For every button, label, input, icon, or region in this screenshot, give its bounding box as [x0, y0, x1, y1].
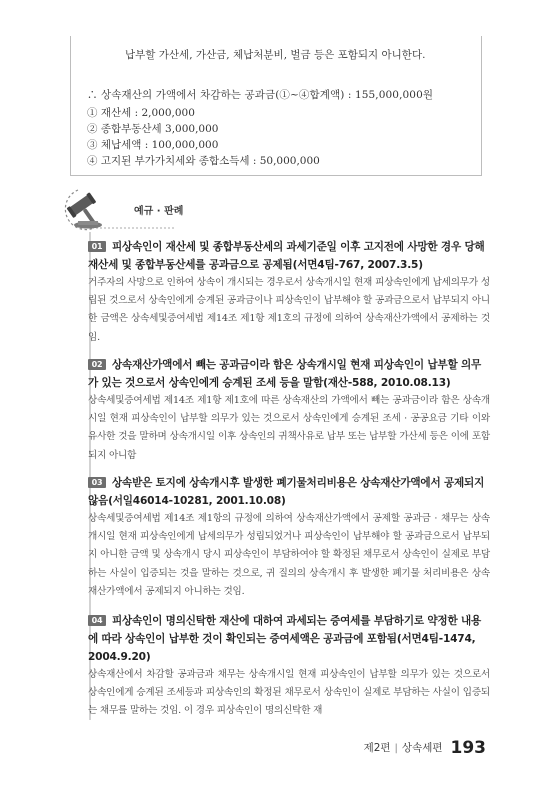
example-box — [70, 36, 482, 176]
ruling-title-3 — [88, 474, 490, 510]
box-item-4: ④ 고지된 부가가치세와 종합소득세 : 50,000,000 — [87, 155, 320, 167]
ruling-title-2 — [88, 356, 490, 392]
ruling-title-text: 피상속인이 명의신탁한 재산에 대하여 과세되는 증여세를 부담하기로 약정한 내용에 따라 상속인이 납부한 것이 확인되는 증여세액은 공과금에 포함됨(서면4팀-1474, 2004.9.20) — [88, 615, 482, 663]
ruling-title-text: 상속재산가액에서 빼는 공과금이라 함은 상속개시일 현재 피상속인이 납부할 의무가 있는 것으로서 상속인에게 승계된 조세 등을 말함(재산-588, 2010.08.13) — [88, 359, 482, 389]
page-footer — [364, 738, 486, 758]
ruling-body-3: 상속세및증여세법 제14조 제1항의 규정에 의하여 상속재산가액에서 공제할 공과금 · 채무는 상속개시일 현재 피상속인에게 납세의무가 성립되었거나 피상속인이 납부해야 할 공과금으로서 납부되지 아니한 금액 및 상속개시 당시 피상속인이 부담하여야 할 확정된 채무로서 상속인이 실제로 부담하는 사실이 입증되는 것을 말하는 것으로, 귀 질의의 상속개시 후 발생한 폐기물 처리비용은 상속재산가액에서 공제되지 아니하는 것임. — [88, 513, 490, 597]
ruling-body-2: 상속세및증여세법 제14조 제1항 제1호에 따른 상속재산의 가액에서 빼는 공과금이라 함은 상속개시일 현재 피상속인이 납부할 의무가 있는 것으로서 상속인에게 승계된 조세 · 공공요금 기타 이와 유사한 것을 말하며 상속개시일 이후 상속인의 귀책사유로 납부 또는 납부할 가산세 등은 이에 포함되지 아니함 — [88, 395, 490, 461]
ruling-title-4 — [88, 612, 490, 666]
ruling-title-text: 피상속인이 재산세 및 종합부동산세의 과세기준일 이후 고지전에 사망한 경우 당해 재산세 및 종합부동산세를 공과금으로 공제됨(서면4팀-767, 2007.3.5) — [88, 241, 485, 271]
ruling-number-badge: 03 — [88, 477, 106, 488]
ruling-number-badge: 04 — [88, 615, 106, 626]
ruling-number-badge: 01 — [88, 241, 106, 252]
ruling-entry-2 — [88, 356, 490, 465]
footer-separator: | — [394, 743, 398, 754]
ruling-title-text: 상속받은 토지에 상속개시후 발생한 폐기물처리비용은 상속재산가액에서 공제되지 않음(서일46014-10281, 2001.10.08) — [88, 477, 485, 507]
ruling-body-4: 상속재산에서 차감할 공과금과 채무는 상속개시일 현재 피상속인이 납부할 의무가 있는 것으로서 상속인에게 승계된 조세등과 피상속인의 확정된 채무로서 상속인이 실제로 부담하는 사실이 입증되는 채무를 말하는 것임. 이 경우 피상속인이 명의신탁한 재 — [88, 669, 490, 717]
section-tag-label: 예규 · 판례 — [134, 206, 184, 217]
ruling-entry-4 — [88, 612, 490, 721]
footer-section: 상속세편 — [401, 742, 443, 754]
ruling-entry-1 — [88, 238, 490, 347]
ruling-number-badge: 02 — [88, 359, 106, 370]
box-item-3: ③ 체납세액 : 100,000,000 — [87, 139, 219, 151]
page-number: 193 — [450, 738, 486, 758]
box-item-1: ① 재산세 : 2,000,000 — [87, 107, 195, 119]
ruling-title-1 — [88, 238, 490, 274]
ruling-body-1: 거주자의 사망으로 인하여 상속이 개시되는 경우로서 상속개시일 현재 피상속인에게 납세의무가 성립된 것으로서 상속인에게 승계된 공과금이나 피상속인이 납부해야 할 공과금으로서 납부되지 아니한 금액은 상속세및증여세법 제14조 제1항 제1호의 규정에 의하여 상속재산가액에서 공제하는 것임. — [88, 277, 490, 343]
box-line-1: 납부할 가산세, 가산금, 체납처분비, 벌금 등은 포함되지 아니한다. — [125, 49, 426, 61]
footer-part: 제2편 — [363, 742, 391, 754]
box-summary: ∴ 상속재산의 가액에서 차감하는 공과금(①~④합계액) : 155,000,000원 — [87, 89, 434, 101]
ruling-section-tag — [56, 188, 196, 228]
ruling-entry-3 — [88, 474, 490, 601]
box-item-2: ② 종합부동산세 3,000,000 — [87, 123, 219, 135]
